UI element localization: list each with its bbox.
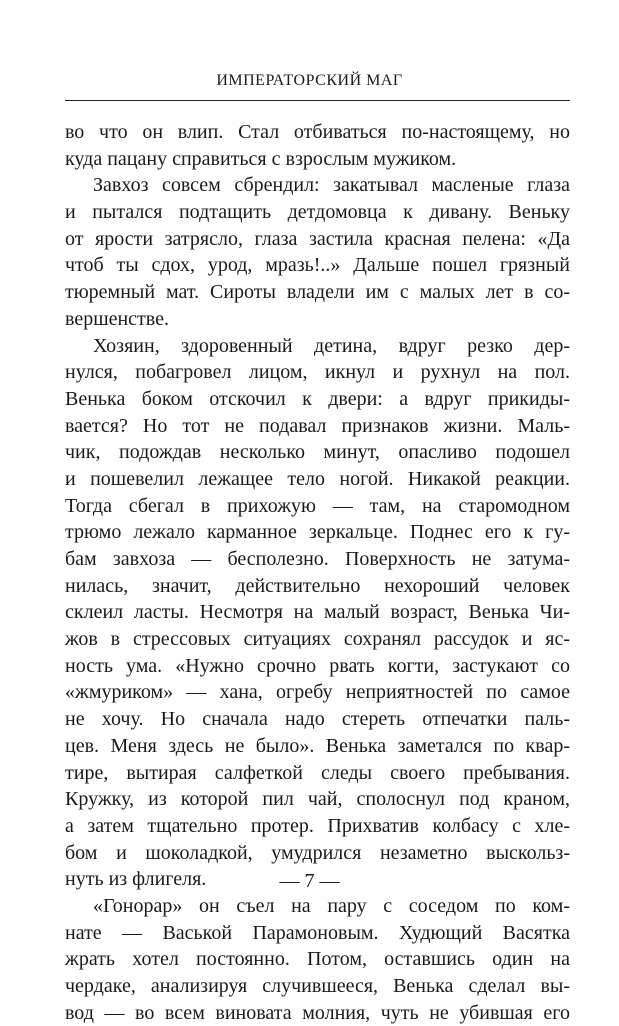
text-line: чик, подождав несколько минут, опасливо подошел [65,441,570,464]
text-line: цев. Меня здесь не было». Венька заметался по квар- [65,734,570,757]
header-rule [65,100,570,101]
text-line: бам завхоза — бесполезно. Поверхность не затума- [65,548,570,570]
text-line: склеил ласты. Несмотря на малый возраст, Венька Чи- [65,601,570,624]
text-line: жов в стрессовых ситуациях сохранял рассудок и яс- [65,628,570,651]
text-line: вершенстве. [65,307,170,330]
text-line: Завхоз совсем сбрендил: закатывал масленые глаза [93,174,570,197]
text-line: «жмуриком» — хана, огребу неприятностей по самое [65,681,570,704]
text-line: Кружку, из которой пил чай, сполоснул под краном, [65,788,570,811]
running-header-title: ИМПЕРАТОРСКИЙ МАГ [216,72,403,89]
text-line: Хозяин, здоровенный детина, вдруг резко дер- [93,334,570,357]
page-number: — 7 — [279,870,340,892]
text-line: «Гонорар» он съел на пару с соседом по ком- [93,894,570,917]
text-line: и пытался подтащить детдомовца к дивану. Веньку [65,201,570,224]
text-line: тире, вытирая салфеткой следы своего пребывания. [65,761,570,784]
text-line: бом и шоколадкой, умудрился незаметно выскольз- [65,841,570,864]
text-line: Тогда сбегал в прихожую — там, на старомодном [65,494,570,517]
text-line: от ярости затрясло, глаза застила красная пелена: «Да [65,227,570,250]
text-line: не хочу. Но сначала надо стереть отпечатки паль- [65,708,570,731]
text-line: трюмо лежало карманное зеркальце. Поднес его к гу- [65,521,570,544]
text-line: ность ума. «Нужно срочно рвать когти, застукают со [65,654,570,677]
text-line: вод — во всем виновата молния, чуть не убившая его [65,1001,570,1024]
text-line: вается? Но тот не подавал признаков жизни. Маль- [65,414,570,437]
text-line: нате — Васькой Парамоновым. Худющий Васятка [65,921,570,944]
text-line: жрать хотел постоянно. Потом, оставшись один на [65,948,570,971]
text-line: и пошевелил лежащее тело ногой. Никакой реакции. [65,467,570,490]
text-line: куда пацану справиться с взрослым мужиком. [65,147,457,170]
text-line: нуть из флигеля. [65,868,207,891]
text-line: нилась, значит, действительно нехороший человек [65,574,570,597]
text-line: а затем тщательно протер. Прихватив колбасу с хле- [65,814,570,837]
text-line: Венька боком отскочил к двери: а вдруг прикиды- [65,387,570,410]
text-line: тюремный мат. Сироты владели им с малых лет в со- [65,281,570,304]
text-line: во что он влип. Стал отбиваться по-настоящему, но [65,121,570,143]
text-line: чердаке, анализируя случившееся, Венька сделал вы- [65,975,570,997]
text-line: чтоб ты сдох, урод, мразь!..» Дальше пошел грязный [65,254,570,277]
text-line: нулся, побагровел лицом, икнул и рухнул на пол. [65,361,570,384]
